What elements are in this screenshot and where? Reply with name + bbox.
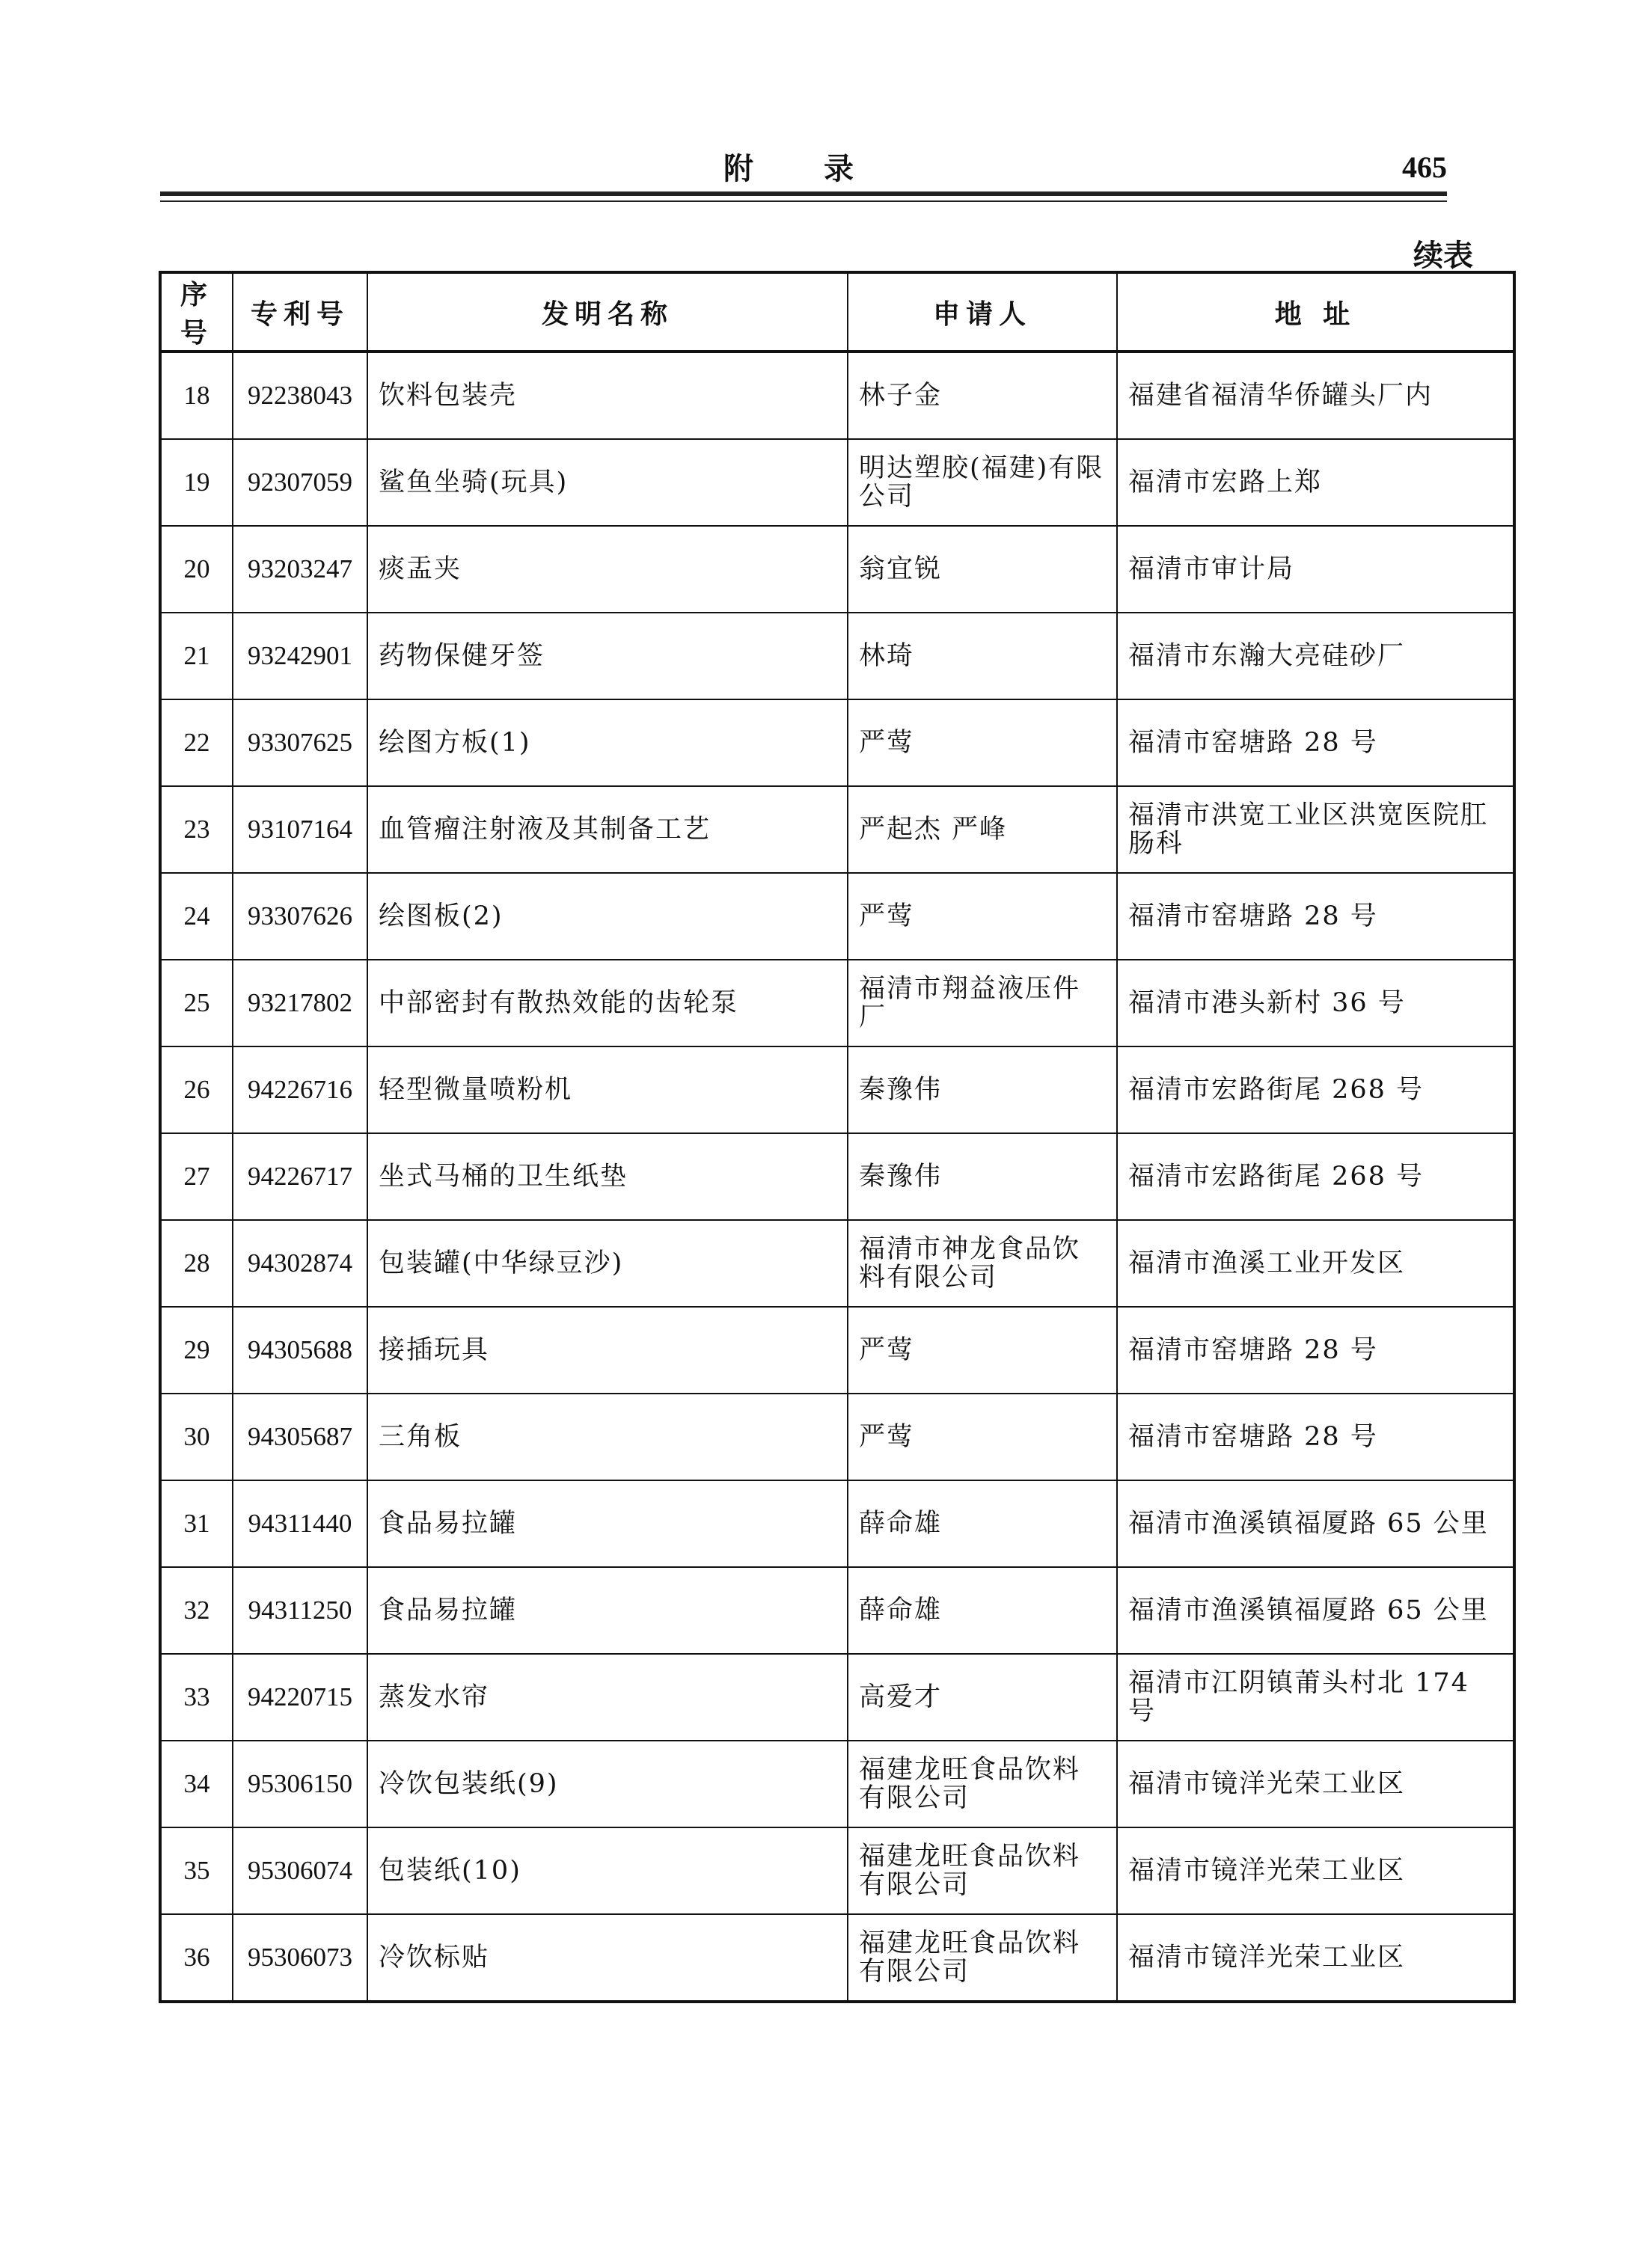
cell-name: 接插玩具 (367, 1307, 848, 1394)
cell-seq: 27 (160, 1133, 233, 1220)
cell-patent-no: 94226717 (233, 1133, 367, 1220)
cell-name: 痰盂夹 (367, 526, 848, 613)
table-row (160, 1394, 1514, 1480)
cell-address: 福清市渔溪镇福厦路 65 公里 (1117, 1567, 1514, 1654)
cell-patent-no: 94302874 (233, 1220, 367, 1307)
table-header-row (160, 272, 1514, 352)
cell-seq: 26 (160, 1046, 233, 1133)
cell-patent-no: 95306074 (233, 1827, 367, 1914)
cell-applicant: 福建龙旺食品饮料有限公司 (848, 1827, 1117, 1914)
table-row (160, 1220, 1514, 1307)
cell-seq: 19 (160, 439, 233, 526)
cell-name: 三角板 (367, 1394, 848, 1480)
cell-applicant: 秦豫伟 (848, 1046, 1117, 1133)
section-title: 附 录 (723, 151, 884, 186)
cell-applicant: 秦豫伟 (848, 1133, 1117, 1220)
table-row (160, 1046, 1514, 1133)
cell-address: 福清市镜洋光荣工业区 (1117, 1827, 1514, 1914)
cell-name: 包装纸(10) (367, 1827, 848, 1914)
cell-patent-no: 95306150 (233, 1741, 367, 1827)
cell-seq: 25 (160, 960, 233, 1046)
cell-seq: 32 (160, 1567, 233, 1654)
cell-patent-no: 94305688 (233, 1307, 367, 1394)
cell-patent-no: 93203247 (233, 526, 367, 613)
cell-applicant: 林子金 (848, 352, 1117, 439)
cell-address: 福清市审计局 (1117, 526, 1514, 613)
column-header-seq: 序号 (160, 272, 233, 352)
table-row (160, 786, 1514, 873)
cell-address: 福建省福清华侨罐头厂内 (1117, 352, 1514, 439)
column-header-patent-no: 专利号 (233, 272, 367, 352)
cell-applicant: 严莺 (848, 699, 1117, 786)
cell-name: 中部密封有散热效能的齿轮泵 (367, 960, 848, 1046)
cell-seq: 28 (160, 1220, 233, 1307)
cell-applicant: 福建龙旺食品饮料有限公司 (848, 1741, 1117, 1827)
running-header (160, 142, 1447, 194)
cell-applicant: 严莺 (848, 1394, 1117, 1480)
column-header-applicant: 申请人 (848, 272, 1117, 352)
table-row (160, 526, 1514, 613)
table-row (160, 1741, 1514, 1827)
cell-address: 福清市窑塘路 28 号 (1117, 699, 1514, 786)
cell-applicant: 薛命雄 (848, 1567, 1117, 1654)
cell-name: 绘图方板(1) (367, 699, 848, 786)
cell-patent-no: 93107164 (233, 786, 367, 873)
cell-applicant: 薛命雄 (848, 1480, 1117, 1567)
cell-applicant: 林琦 (848, 613, 1117, 699)
cell-seq: 33 (160, 1654, 233, 1741)
cell-seq: 31 (160, 1480, 233, 1567)
cell-applicant: 明达塑胶(福建)有限公司 (848, 439, 1117, 526)
cell-address: 福清市洪宽工业区洪宽医院肛肠科 (1117, 786, 1514, 873)
cell-seq: 24 (160, 873, 233, 960)
cell-seq: 30 (160, 1394, 233, 1480)
cell-address: 福清市渔溪镇福厦路 65 公里 (1117, 1480, 1514, 1567)
table-row (160, 1133, 1514, 1220)
cell-patent-no: 94305687 (233, 1394, 367, 1480)
cell-seq: 35 (160, 1827, 233, 1914)
cell-seq: 29 (160, 1307, 233, 1394)
cell-patent-no: 93307626 (233, 873, 367, 960)
cell-address: 福清市渔溪工业开发区 (1117, 1220, 1514, 1307)
cell-address: 福清市港头新村 36 号 (1117, 960, 1514, 1046)
cell-address: 福清市窑塘路 28 号 (1117, 1307, 1514, 1394)
cell-name: 食品易拉罐 (367, 1567, 848, 1654)
cell-applicant: 福建龙旺食品饮料有限公司 (848, 1914, 1117, 2002)
cell-patent-no: 92238043 (233, 352, 367, 439)
table-row (160, 1914, 1514, 2002)
cell-applicant: 翁宜锐 (848, 526, 1117, 613)
cell-applicant: 严莺 (848, 1307, 1117, 1394)
cell-seq: 34 (160, 1741, 233, 1827)
table-row (160, 1654, 1514, 1741)
cell-address: 福清市东瀚大亮硅砂厂 (1117, 613, 1514, 699)
table-row (160, 1567, 1514, 1654)
cell-address: 福清市宏路街尾 268 号 (1117, 1046, 1514, 1133)
table-body (160, 352, 1514, 2002)
cell-seq: 21 (160, 613, 233, 699)
cell-patent-no: 93217802 (233, 960, 367, 1046)
cell-name: 蒸发水帘 (367, 1654, 848, 1741)
header-rule-thin (160, 200, 1447, 202)
cell-address: 福清市窑塘路 28 号 (1117, 1394, 1514, 1480)
cell-patent-no: 92307059 (233, 439, 367, 526)
cell-patent-no: 94220715 (233, 1654, 367, 1741)
patent-table (159, 271, 1516, 2003)
cell-patent-no: 93242901 (233, 613, 367, 699)
table-row (160, 613, 1514, 699)
cell-name: 食品易拉罐 (367, 1480, 848, 1567)
cell-patent-no: 94311250 (233, 1567, 367, 1654)
cell-seq: 23 (160, 786, 233, 873)
cell-name: 血管瘤注射液及其制备工艺 (367, 786, 848, 873)
cell-name: 冷饮标贴 (367, 1914, 848, 2002)
cell-address: 福清市镜洋光荣工业区 (1117, 1741, 1514, 1827)
cell-name: 坐式马桶的卫生纸垫 (367, 1133, 848, 1220)
column-header-address: 地 址 (1117, 272, 1514, 352)
cell-seq: 22 (160, 699, 233, 786)
cell-name: 饮料包装壳 (367, 352, 848, 439)
table-row (160, 699, 1514, 786)
cell-name: 药物保健牙签 (367, 613, 848, 699)
cell-patent-no: 93307625 (233, 699, 367, 786)
continued-label: 续表 (1413, 238, 1473, 273)
cell-address: 福清市窑塘路 28 号 (1117, 873, 1514, 960)
cell-name: 包装罐(中华绿豆沙) (367, 1220, 848, 1307)
table-row (160, 873, 1514, 960)
cell-applicant: 福清市神龙食品饮料有限公司 (848, 1220, 1117, 1307)
cell-address: 福清市镜洋光荣工业区 (1117, 1914, 1514, 2002)
cell-seq: 36 (160, 1914, 233, 2002)
cell-patent-no: 95306073 (233, 1914, 367, 2002)
cell-seq: 20 (160, 526, 233, 613)
cell-seq: 18 (160, 352, 233, 439)
cell-address: 福清市宏路上郑 (1117, 439, 1514, 526)
cell-applicant: 严莺 (848, 873, 1117, 960)
table-row (160, 439, 1514, 526)
cell-name: 鲨鱼坐骑(玩具) (367, 439, 848, 526)
table-row (160, 1307, 1514, 1394)
table-row (160, 960, 1514, 1046)
table-row (160, 352, 1514, 439)
cell-address: 福清市江阴镇莆头村北 174 号 (1117, 1654, 1514, 1741)
cell-name: 绘图板(2) (367, 873, 848, 960)
cell-name: 轻型微量喷粉机 (367, 1046, 848, 1133)
cell-name: 冷饮包装纸(9) (367, 1741, 848, 1827)
cell-patent-no: 94311440 (233, 1480, 367, 1567)
table-row (160, 1480, 1514, 1567)
cell-address: 福清市宏路街尾 268 号 (1117, 1133, 1514, 1220)
cell-applicant: 严起杰 严峰 (848, 786, 1117, 873)
page-number: 465 (1402, 150, 1447, 184)
table-row (160, 1827, 1514, 1914)
cell-patent-no: 94226716 (233, 1046, 367, 1133)
header-rule-thick (160, 191, 1447, 196)
cell-applicant: 福清市翔益液压件厂 (848, 960, 1117, 1046)
cell-applicant: 高爱才 (848, 1654, 1117, 1741)
column-header-name: 发明名称 (367, 272, 848, 352)
